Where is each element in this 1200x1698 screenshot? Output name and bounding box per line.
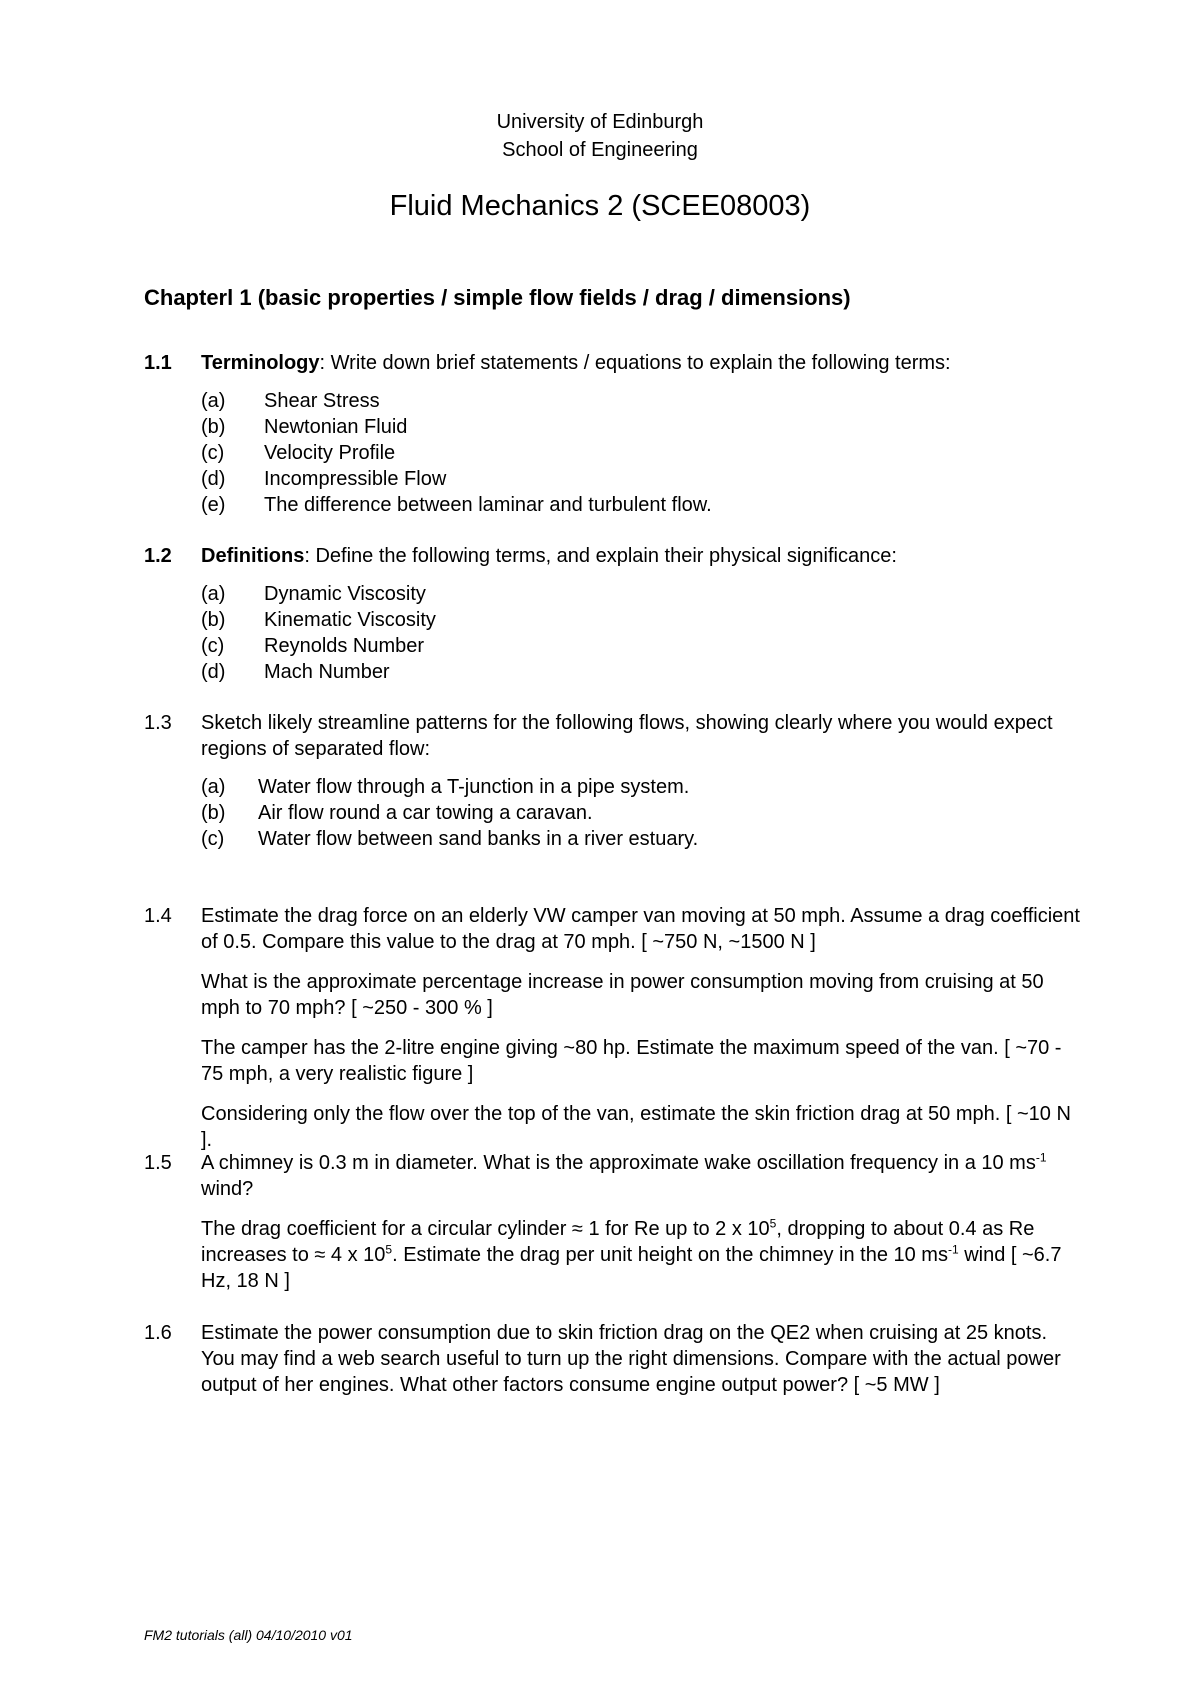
question-number: 1.1 bbox=[144, 352, 172, 374]
list-item: (a) Water flow through a T-junction in a pipe system. bbox=[201, 776, 690, 798]
question-number: 1.6 bbox=[144, 1322, 172, 1344]
question-paragraph: The camper has the 2-litre engine giving ~80 hp. Estimate the maximum speed of the van. [ ~70 - 75 mph, a very realistic figure ] bbox=[201, 1037, 1062, 1085]
flow-list bbox=[201, 774, 1084, 852]
question-1-6 bbox=[144, 1320, 1084, 1398]
question-paragraph: What is the approximate percentage increase in power consumption moving from cruising at 50 mph to 70 mph? [ ~250 - 300 % ] bbox=[201, 971, 1044, 1019]
course-title: Fluid Mechanics 2 (SCEE08003) bbox=[389, 190, 811, 222]
question-1-2 bbox=[144, 543, 1084, 685]
list-item: (a) Shear Stress bbox=[201, 390, 380, 412]
list-item: (c) Velocity Profile bbox=[201, 442, 396, 464]
list-item: (e) The difference between laminar and turbulent flow. bbox=[201, 494, 712, 516]
list-item: (c) Water flow between sand banks in a river estuary. bbox=[201, 828, 699, 850]
question-paragraph: Estimate the power consumption due to skin friction drag on the QE2 when cruising at 25 knots. You may find a web search useful to turn up the right dimensions. Compare with the actual power output of her engines. What other factors consume engine output power? [ ~5 MW ] bbox=[201, 1322, 1061, 1396]
question-prompt: Definitions: Define the following terms, and explain their physical significance: bbox=[201, 545, 897, 567]
question-1-5 bbox=[144, 1150, 1084, 1294]
question-1-3 bbox=[144, 710, 1084, 852]
question-paragraph: The drag coefficient for a circular cylinder ≈ 1 for Re up to 2 x $10^5$, dropping to about 0.4 as Re increases to ≈ 4 x $10^5$. Estimate the drag per unit height on the chimney in the 10 $ms^{-1}$ wind [ ~6.7 Hz, 18 N ] bbox=[201, 1216, 1062, 1292]
list-item: (c) Reynolds Number bbox=[201, 635, 425, 657]
question-term: Definitions bbox=[201, 545, 305, 567]
question-1-4 bbox=[144, 903, 1084, 1153]
question-paragraph: Estimate the drag force on an elderly VW camper van moving at 50 mph. Assume a drag coefficient of 0.5. Compare this value to the drag at 70 mph. [ ~750 N, ~1500 N ] bbox=[201, 905, 1080, 953]
list-item: (d) Incompressible Flow bbox=[201, 468, 447, 490]
question-paragraph: A chimney is 0.3 m in diameter. What is the approximate wake oscillation frequency in a 10 $ms^{-1}$ wind? bbox=[201, 1150, 1047, 1200]
chapter-heading: Chapterl 1 (basic properties / simple flow fields / drag / dimensions) bbox=[144, 285, 851, 310]
page-footer: FM2 tutorials (all) 04/10/2010 v01 bbox=[144, 1627, 353, 1643]
list-item: (d) Mach Number bbox=[201, 661, 390, 683]
question-number: 1.5 bbox=[144, 1152, 172, 1174]
institution-header bbox=[0, 108, 1200, 164]
list-item: (b) Air flow round a car towing a caravan. bbox=[201, 802, 593, 824]
list-item: (b) Newtonian Fluid bbox=[201, 416, 408, 438]
list-item: (b) Kinematic Viscosity bbox=[201, 609, 436, 631]
question-number: 1.4 bbox=[144, 905, 172, 927]
question-prompt: Terminology: Write down brief statements / equations to explain the following terms: bbox=[201, 352, 951, 374]
question-paragraph: Considering only the flow over the top of the van, estimate the skin friction drag at 50 mph. [ ~10 N ]. bbox=[201, 1103, 1071, 1151]
question-number: 1.3 bbox=[144, 712, 172, 734]
list-item: (a) Dynamic Viscosity bbox=[201, 583, 426, 605]
university-name: University of Edinburgh bbox=[496, 111, 704, 133]
question-prompt: Sketch likely streamline patterns for the following flows, showing clearly where you would expect regions of separated flow: bbox=[201, 712, 1053, 760]
term-list bbox=[201, 388, 1084, 518]
term-list bbox=[201, 581, 1084, 685]
question-term: Terminology bbox=[201, 352, 320, 374]
question-1-1 bbox=[144, 350, 1084, 518]
question-number: 1.2 bbox=[144, 545, 172, 567]
school-name: School of Engineering bbox=[502, 139, 698, 161]
